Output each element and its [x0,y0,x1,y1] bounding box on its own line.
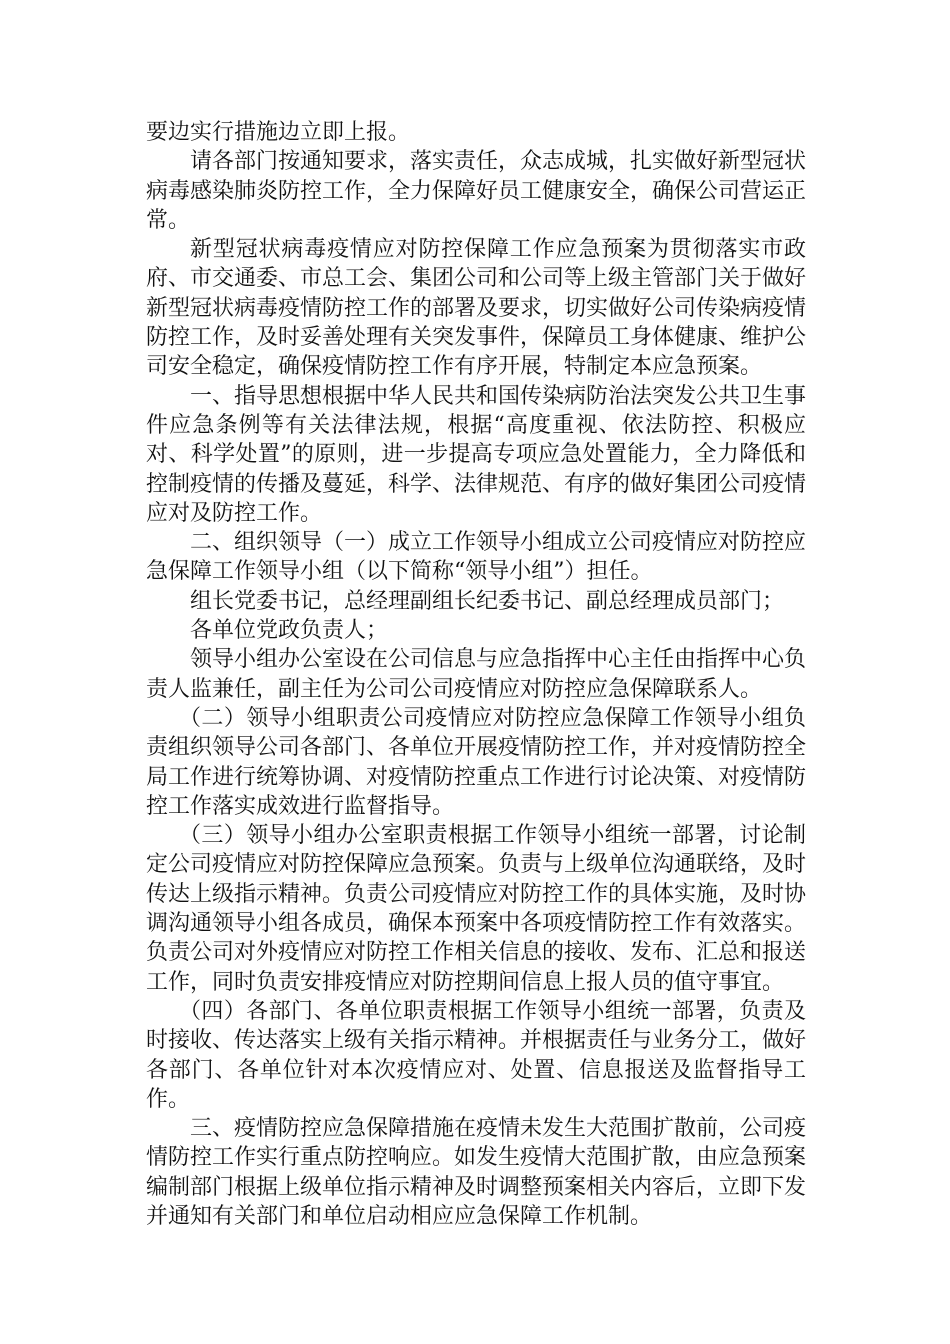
paragraph-notice-request: 请各部门按通知要求，落实责任，众志成城，扎实做好新型冠状病毒感染肺炎防控工作，全力保障好员工健康安全，确保公司营运正常。 [146,149,807,233]
paragraph-prevention-measures: 三、疫情防控应急保障措施在疫情未发生大范围扩散前，公司疫情防控工作实行重点防控响应。如发生疫情大范围扩散，由应急预案编制部门根据上级单位指示精神及时调整预案相关内容后，立即下发并通知有关部门和单位启动相应应急保障工作机制。 [146,1116,807,1229]
paragraph-continuation: 要边实行措施边立即上报。 [146,120,411,145]
paragraph-plan-purpose: 新型冠状病毒疫情应对防控保障工作应急预案为贯彻落实市政府、市交通委、市总工会、集团公司和公司等上级主管部门关于做好新型冠状病毒疫情防控工作的部署及要求，切实做好公司传染病疫情防控工作，及时妥善处理有关突发事件，保障员工身体健康、维护公司安全稳定，确保疫情防控工作有序开展，特制定本应急预案。 [146,237,807,380]
paragraph-group-leader: 组长党委书记，总经理副组长纪委书记、副总经理成员部门； [190,588,785,614]
paragraph-unit-heads: 各单位党政负责人； [190,618,389,644]
paragraph-organization-leadership: 二、组织领导（一）成立工作领导小组成立公司疫情应对防控应急保障工作领导小组（以下简称“领导小组”）担任。 [146,530,807,585]
paragraph-office-duties: （三）领导小组办公室职责根据工作领导小组统一部署，讨论制定公司疫情应对防控保障应急预案。负责与上级单位沟通联络，及时传达上级指示精神。负责公司疫情应对防控工作的具体实施，及时协调沟通领导小组各成员，确保本预案中各项疫情防控工作有效落实。负责公司对外疫情应对防控工作相关信息的接收、发布、汇总和报送工作，同时负责安排疫情应对防控期间信息上报人员的值守事宜。 [146,823,807,995]
document-body [146,118,806,1231]
paragraph-leadership-duties: （二）领导小组职责公司疫情应对防控应急保障工作领导小组负责组织领导公司各部门、各单位开展疫情防控工作，并对疫情防控全局工作进行统筹协调、对疫情防控重点工作进行讨论决策、对疫情防控工作落实成效进行监督指导。 [146,705,807,819]
paragraph-office-setup: 领导小组办公室设在公司信息与应急指挥中心主任由指挥中心负责人监兼任，副主任为公司公司疫情应对防控应急保障联系人。 [146,647,807,702]
paragraph-guiding-ideology: 一、指导思想根据中华人民共和国传染病防治法突发公共卫生事件应急条例等有关法律法规，根据“高度重视、依法防控、积极应对、科学处置”的原则，进一步提高专项应急处置能力，全力降低和控制疫情的传播及蔓延，科学、法律规范、有序的做好集团公司疫情应对及防控工作。 [146,383,807,526]
paragraph-department-duties: （四）各部门、各单位职责根据工作领导小组统一部署，负责及时接收、传达落实上级有关指示精神。并根据责任与业务分工，做好各部门、各单位针对本次疫情应对、处置、信息报送及监督指导工作。 [146,998,807,1112]
